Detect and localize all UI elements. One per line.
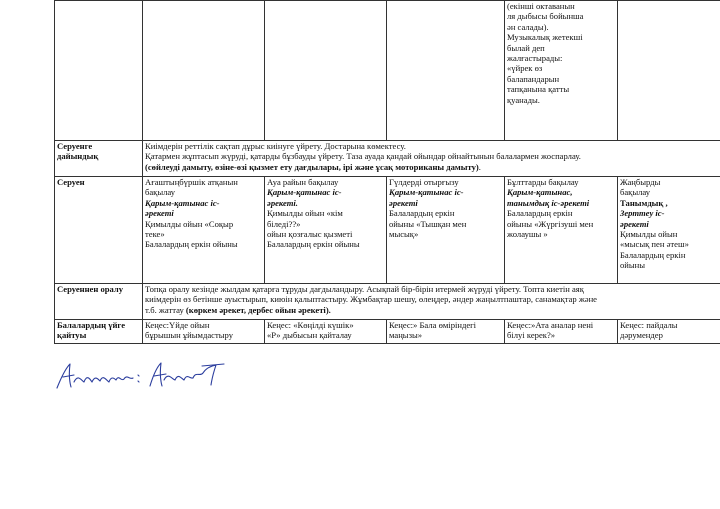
handwritten-signature xyxy=(54,360,234,392)
prep-line: Киімдерін реттілік сақтап дұрыс киінуге үйрету. Достарына көмектесу. xyxy=(145,141,406,151)
walk-activity-line: Балалардың еркін xyxy=(620,249,686,260)
walk-activity-line: теке» xyxy=(145,229,165,240)
prep-tail-text: . xyxy=(478,161,481,172)
row-label-line: дайындық xyxy=(57,151,99,162)
walk-activity-line: әрекеті xyxy=(620,218,649,229)
row-label-line: Серуенге xyxy=(57,141,93,151)
return-line: киімдерін өз бетінше ауыстырып, киюін қалыптастыру. Жұмбақтар шешу, өлеңдер, әндер жаңылтпаштар, санамақтар және xyxy=(145,294,597,305)
advice-cell-4 xyxy=(505,320,618,344)
walk-activity-line: әрекеті. xyxy=(267,197,298,208)
walk-activity-line: «мысық пен әтеш» xyxy=(620,239,689,250)
row-label-line: Серуеннен оралу xyxy=(57,284,124,294)
walk-activity-line: Қарым-қатынас іс- xyxy=(389,187,464,198)
walk-activity-line: Зерттеу іс- xyxy=(620,208,665,219)
top-row-label-cell xyxy=(55,1,143,141)
walk-activity-line: Қимылды ойын xyxy=(620,229,678,240)
walk-activity-line: ойыны «Жүргізуші мен xyxy=(507,218,594,229)
music-line: тапқанына қатты xyxy=(507,84,570,95)
walk-prep-label xyxy=(55,141,143,177)
walk-activity-line: жолаушы » xyxy=(507,229,548,240)
prep-line xyxy=(145,162,719,172)
going-home-row xyxy=(55,320,720,344)
walk-return-row xyxy=(55,284,720,320)
walk-activity-line: әрекеті xyxy=(145,208,174,219)
top-continuation-row xyxy=(55,1,720,141)
top-row-cell-5 xyxy=(618,1,720,141)
advice-cell-5 xyxy=(618,320,720,344)
walk-prep-row xyxy=(55,141,720,177)
walk-activity-line: ойын қозғалыс қызметі xyxy=(267,229,353,240)
walk-return-label xyxy=(55,284,143,320)
advice-line: дәрумендер xyxy=(620,330,663,341)
walk-activity-line: Қарым-қатынас, xyxy=(507,187,573,198)
top-row-cell-1 xyxy=(143,1,265,141)
advice-line: Кеңес:Үйде ойын xyxy=(145,320,210,330)
walk-activity-line: Балалардың еркін ойыны xyxy=(267,239,360,250)
return-line xyxy=(145,305,719,315)
music-line: (екінші октаванын xyxy=(507,1,575,11)
plan-table-sheet xyxy=(54,0,689,344)
walk-activity-line: Ауа райын бақылау xyxy=(267,177,339,187)
prep-bold-text: (сөйлеуді дамыту, өзіне-өзі қызмет ету дағдылары, ірі және ұсақ моториканы дамыту) xyxy=(145,161,479,172)
advice-line: маңызы» xyxy=(389,330,423,341)
music-line: ән салады). xyxy=(507,21,549,32)
music-line: ля дыбысы бойынша xyxy=(507,11,584,22)
return-bold-text: (көркем әрекет, дербес ойын әрекеті). xyxy=(185,304,331,315)
top-row-cell-4 xyxy=(505,1,618,141)
music-line: қуанады. xyxy=(507,94,540,105)
walk-activity-line: Қимылды ойын «кім xyxy=(267,208,343,219)
advice-line: Кеңес:»Ата аналар нені xyxy=(507,320,594,330)
walk-activity-line: Қарым-қатынас іс- xyxy=(145,197,220,208)
walk-activity-line: бақылау xyxy=(620,187,651,198)
music-line: балапандарын xyxy=(507,73,560,84)
advice-cell-1 xyxy=(143,320,265,344)
walk-activity-line: мысық» xyxy=(389,229,419,240)
walk-label xyxy=(55,177,143,284)
walk-activity-line: Гүлдерді отырғызу xyxy=(389,177,459,187)
walk-activity-line: Ағаштыңбүршік атқанын xyxy=(145,177,238,187)
walk-activity-line: Қарым-қатынас іс- xyxy=(267,187,342,198)
walk-activity-line: Балалардың еркін ойыны xyxy=(145,239,238,250)
walk-cell-4 xyxy=(505,177,618,284)
top-row-cell-3 xyxy=(387,1,505,141)
walk-cell-5 xyxy=(618,177,720,284)
advice-line: Кеңес: пайдалы xyxy=(620,320,678,330)
walk-activity-line: Балалардың еркін xyxy=(507,208,573,219)
walk-activity-line: әрекеті xyxy=(389,197,418,208)
prep-line: Қатармен жұптасып жүруді, қатарды бұзбауды үйрету. Таза ауада қандай ойындар ойнайтынын балалармен жоспарлау. xyxy=(145,151,581,162)
music-line: Музыкалық жетекші xyxy=(507,32,583,43)
advice-cell-3 xyxy=(387,320,505,344)
going-home-label xyxy=(55,320,143,344)
walk-activity-line: Қимылды ойын «Соқыр xyxy=(145,218,234,229)
walk-activity-line: ойыны xyxy=(620,260,646,271)
walk-activity-line: танымдық іс-әрекеті xyxy=(507,197,590,208)
walk-prep-content xyxy=(143,141,720,177)
walk-return-content xyxy=(143,284,720,320)
row-label-line: Балалардың үйге xyxy=(57,320,126,330)
advice-cell-2 xyxy=(265,320,387,344)
music-line: былай деп xyxy=(507,42,545,53)
return-line: Топқа оралу кезінде жылдам қатарға тұруды дағдыландыру. Асықпай бір-бірін итермей жүруді үйрету. Топта киетін аяқ xyxy=(145,284,584,294)
walk-activity-line: бақылау xyxy=(145,187,176,198)
walk-activity-line: Бұлттарды бақылау xyxy=(507,177,579,187)
advice-line: білуі керек?» xyxy=(507,330,556,341)
advice-line: бұрышын ұйымдастыру xyxy=(145,330,233,341)
walk-activity-line: Танымдық , xyxy=(620,197,668,208)
row-label-line: Серуен xyxy=(57,177,85,187)
row-label-line: қайтуы xyxy=(57,330,87,341)
return-plain-text: т.б. жаттау xyxy=(145,304,186,315)
advice-line: Кеңес:» Бала өміріндегі xyxy=(389,320,477,330)
advice-line: Кеңес: «Көңілді күшік» xyxy=(267,320,354,330)
music-line: жалғастырады: xyxy=(507,53,563,64)
walk-activity-line: ойыны «Тышқан мен xyxy=(389,218,467,229)
advice-line: «Р» дыбысын қайталау xyxy=(267,330,352,341)
walk-activity-line: біледі??» xyxy=(267,218,301,229)
walk-row xyxy=(55,177,720,284)
top-row-cell-2 xyxy=(265,1,387,141)
walk-cell-3 xyxy=(387,177,505,284)
plan-table xyxy=(54,0,720,344)
walk-cell-1 xyxy=(143,177,265,284)
music-line: «үйрек өз xyxy=(507,63,543,74)
walk-cell-2 xyxy=(265,177,387,284)
walk-activity-line: Жаңбырды xyxy=(620,177,661,187)
walk-activity-line: Балалардың еркін xyxy=(389,208,455,219)
